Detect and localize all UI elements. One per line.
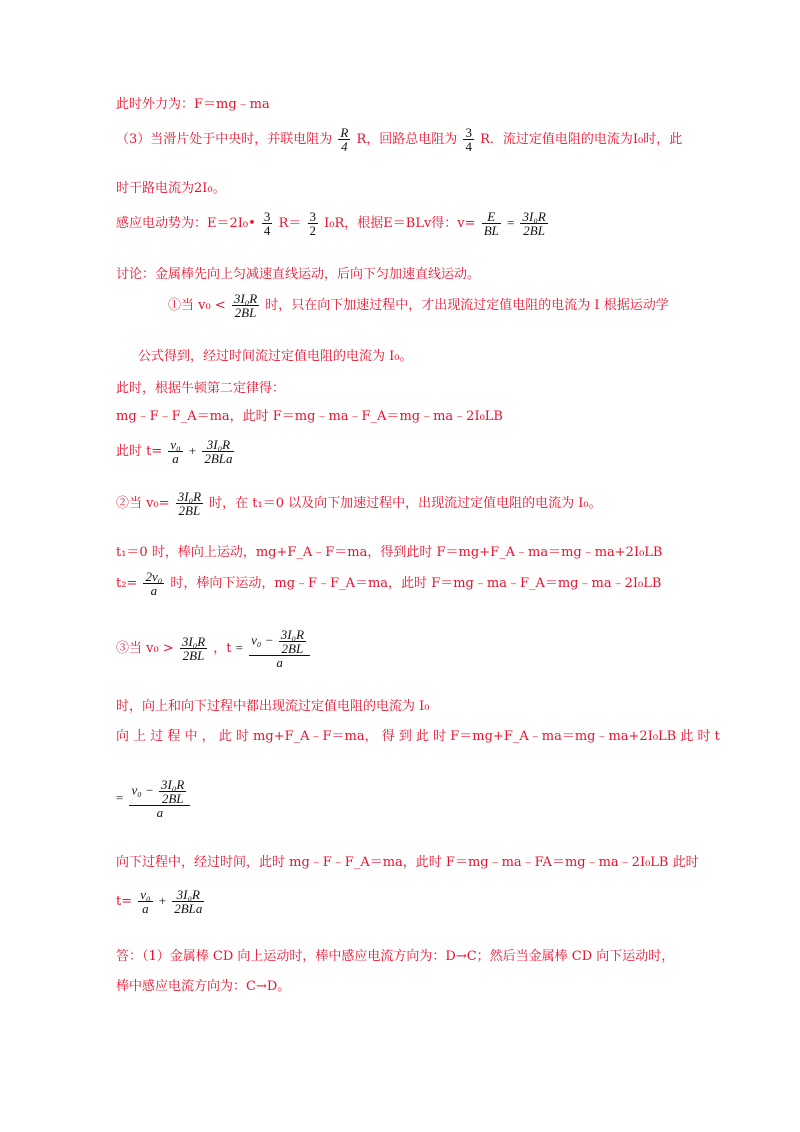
text-line-19: 答：（1）金属棒 CD 向上运动时，棒中感应电流方向为：D→C；然后当金属棒 CD 向下运动时， xyxy=(116,949,675,964)
text-line-18 xyxy=(116,888,206,915)
fraction-2v0-over-a: $\frac{\text{2v₀}}{a}$ xyxy=(145,569,163,598)
compound-fraction: v₀ − $\frac{\text{3I₀R}}{2BL}$ a xyxy=(249,628,310,669)
text-line-9: mg﹣F﹣F_A＝ma，此时 F＝mg﹣ma﹣F_A＝mg﹣ma﹣2I₀LB xyxy=(116,409,503,424)
text: ，t xyxy=(213,641,232,656)
text-line-15: 时，向上和向下过程中都出现流过定值电阻的电流为 I₀ xyxy=(116,699,430,714)
text: （3）当滑片处于中央时，并联电阻为 xyxy=(116,132,333,147)
text: ②当 v₀= xyxy=(116,496,170,511)
text: ③当 v₀ > xyxy=(116,641,174,656)
text-line-14 xyxy=(116,628,312,669)
fraction-3-over-4: $\frac{3}{4}$ xyxy=(465,125,472,154)
text-line-17: 向下过程中，经过时间，此时 mg﹣F﹣F_A＝ma，此时 F＝mg﹣ma﹣FA＝mg﹣ma﹣2I₀LB 此时 xyxy=(116,855,699,870)
text-line-16b xyxy=(116,778,192,819)
fraction-r-over-4: $\frac{R}{4}$ xyxy=(340,125,349,154)
fraction-e-over-bl: $\frac{E}{BL}$ xyxy=(483,209,499,238)
plus-sign: + xyxy=(188,443,197,458)
text-line-6 xyxy=(168,292,669,319)
fraction-v0-over-a: $\frac{\text{v₀}}{a}$ xyxy=(170,437,181,466)
text: 感应电动势为：E＝2I₀• xyxy=(116,216,256,231)
text-line-11 xyxy=(116,490,602,517)
text: 此时 t= xyxy=(116,444,163,459)
text: t₂= xyxy=(116,576,138,591)
text-line-3: 时干路电流为2I₀。 xyxy=(116,181,226,196)
fraction-3i0r-over-2bla: $\frac{\text{3I₀R}}{\text{2BLa}}$ xyxy=(174,887,203,916)
text: 时，只在向下加速过程中，才出现流过定值电阻的电流为 I 根据运动学 xyxy=(265,298,669,313)
text: t= xyxy=(116,894,133,909)
text-line-12: t₁＝0 时，棒向上运动，mg+F_A﹣F＝ma，得到此时 F＝mg+F_A﹣ma＝mg﹣ma+2I₀LB xyxy=(116,545,663,560)
text-line-7: 公式得到，经过时间流过定值电阻的电流为 I₀。 xyxy=(138,349,413,364)
fraction-3i0r-over-2bl: $\frac{\text{3I₀R}}{2BL}$ xyxy=(177,489,202,518)
text: R．流过定值电阻的电流为I₀时，此 xyxy=(480,132,683,147)
text-line-1: 此时外力为：F＝mg﹣ma xyxy=(116,97,270,112)
text: 时，棒向下运动，mg﹣F﹣F_A＝ma，此时 F＝mg﹣ma﹣F_A＝mg﹣ma﹣2I₀LB xyxy=(170,576,662,591)
text-line-8: 此时，根据牛顿第二定律得： xyxy=(116,381,286,396)
text: R，回路总电阻为 xyxy=(356,132,458,147)
fraction-v0-over-a: $\frac{\text{v₀}}{a}$ xyxy=(140,887,151,916)
text: I₀R，根据E＝BLv得：v= xyxy=(324,216,476,231)
text: ①当 v₀ < xyxy=(168,298,226,313)
plus-sign: + xyxy=(158,893,167,908)
text: R＝ xyxy=(278,216,302,231)
text-line-5: 讨论：金属棒先向上匀减速直线运动，后向下匀加速直线运动。 xyxy=(116,267,481,282)
text-line-2 xyxy=(116,126,682,153)
fraction-3-over-4: $\frac{3}{4}$ xyxy=(263,209,271,238)
text-line-4 xyxy=(116,210,550,237)
fraction-3i0r-over-2bl: $\frac{\text{3I₀R}}{2BL}$ xyxy=(233,291,258,320)
equals-sign: = xyxy=(116,790,124,805)
text-line-13 xyxy=(116,570,661,597)
text-line-10 xyxy=(116,438,236,465)
fraction-3i0r-over-2bl: $\frac{\text{3I₀R}}{2BL}$ xyxy=(181,634,206,663)
fraction-3-over-2: $\frac{3}{2}$ xyxy=(309,209,316,238)
fraction-3i0r-over-2bla: $\frac{\text{3I₀R}}{\text{2BLa}}$ xyxy=(204,437,233,466)
text: 时，在 t₁＝0 以及向下加速过程中，出现流过定值电阻的电流为 I₀。 xyxy=(209,496,602,511)
text-line-16: 向 上 过 程 中 ， 此 时 mg+F_A﹣F＝ma， 得 到 此 时 F＝mg+F_A﹣ma＝mg﹣ma+2I₀LB 此 时 t xyxy=(116,729,720,744)
fraction-3i0r-over-2bl: $\frac{\text{3I₀R}}{2BL}$ xyxy=(522,209,546,238)
equals-sign: = xyxy=(507,215,515,230)
text-line-20: 棒中感应电流方向为：C→D。 xyxy=(116,979,291,994)
equals-sign: = xyxy=(235,640,244,655)
compound-fraction: v₀ − $\frac{\text{3I₀R}}{2BL}$ a xyxy=(129,778,190,819)
